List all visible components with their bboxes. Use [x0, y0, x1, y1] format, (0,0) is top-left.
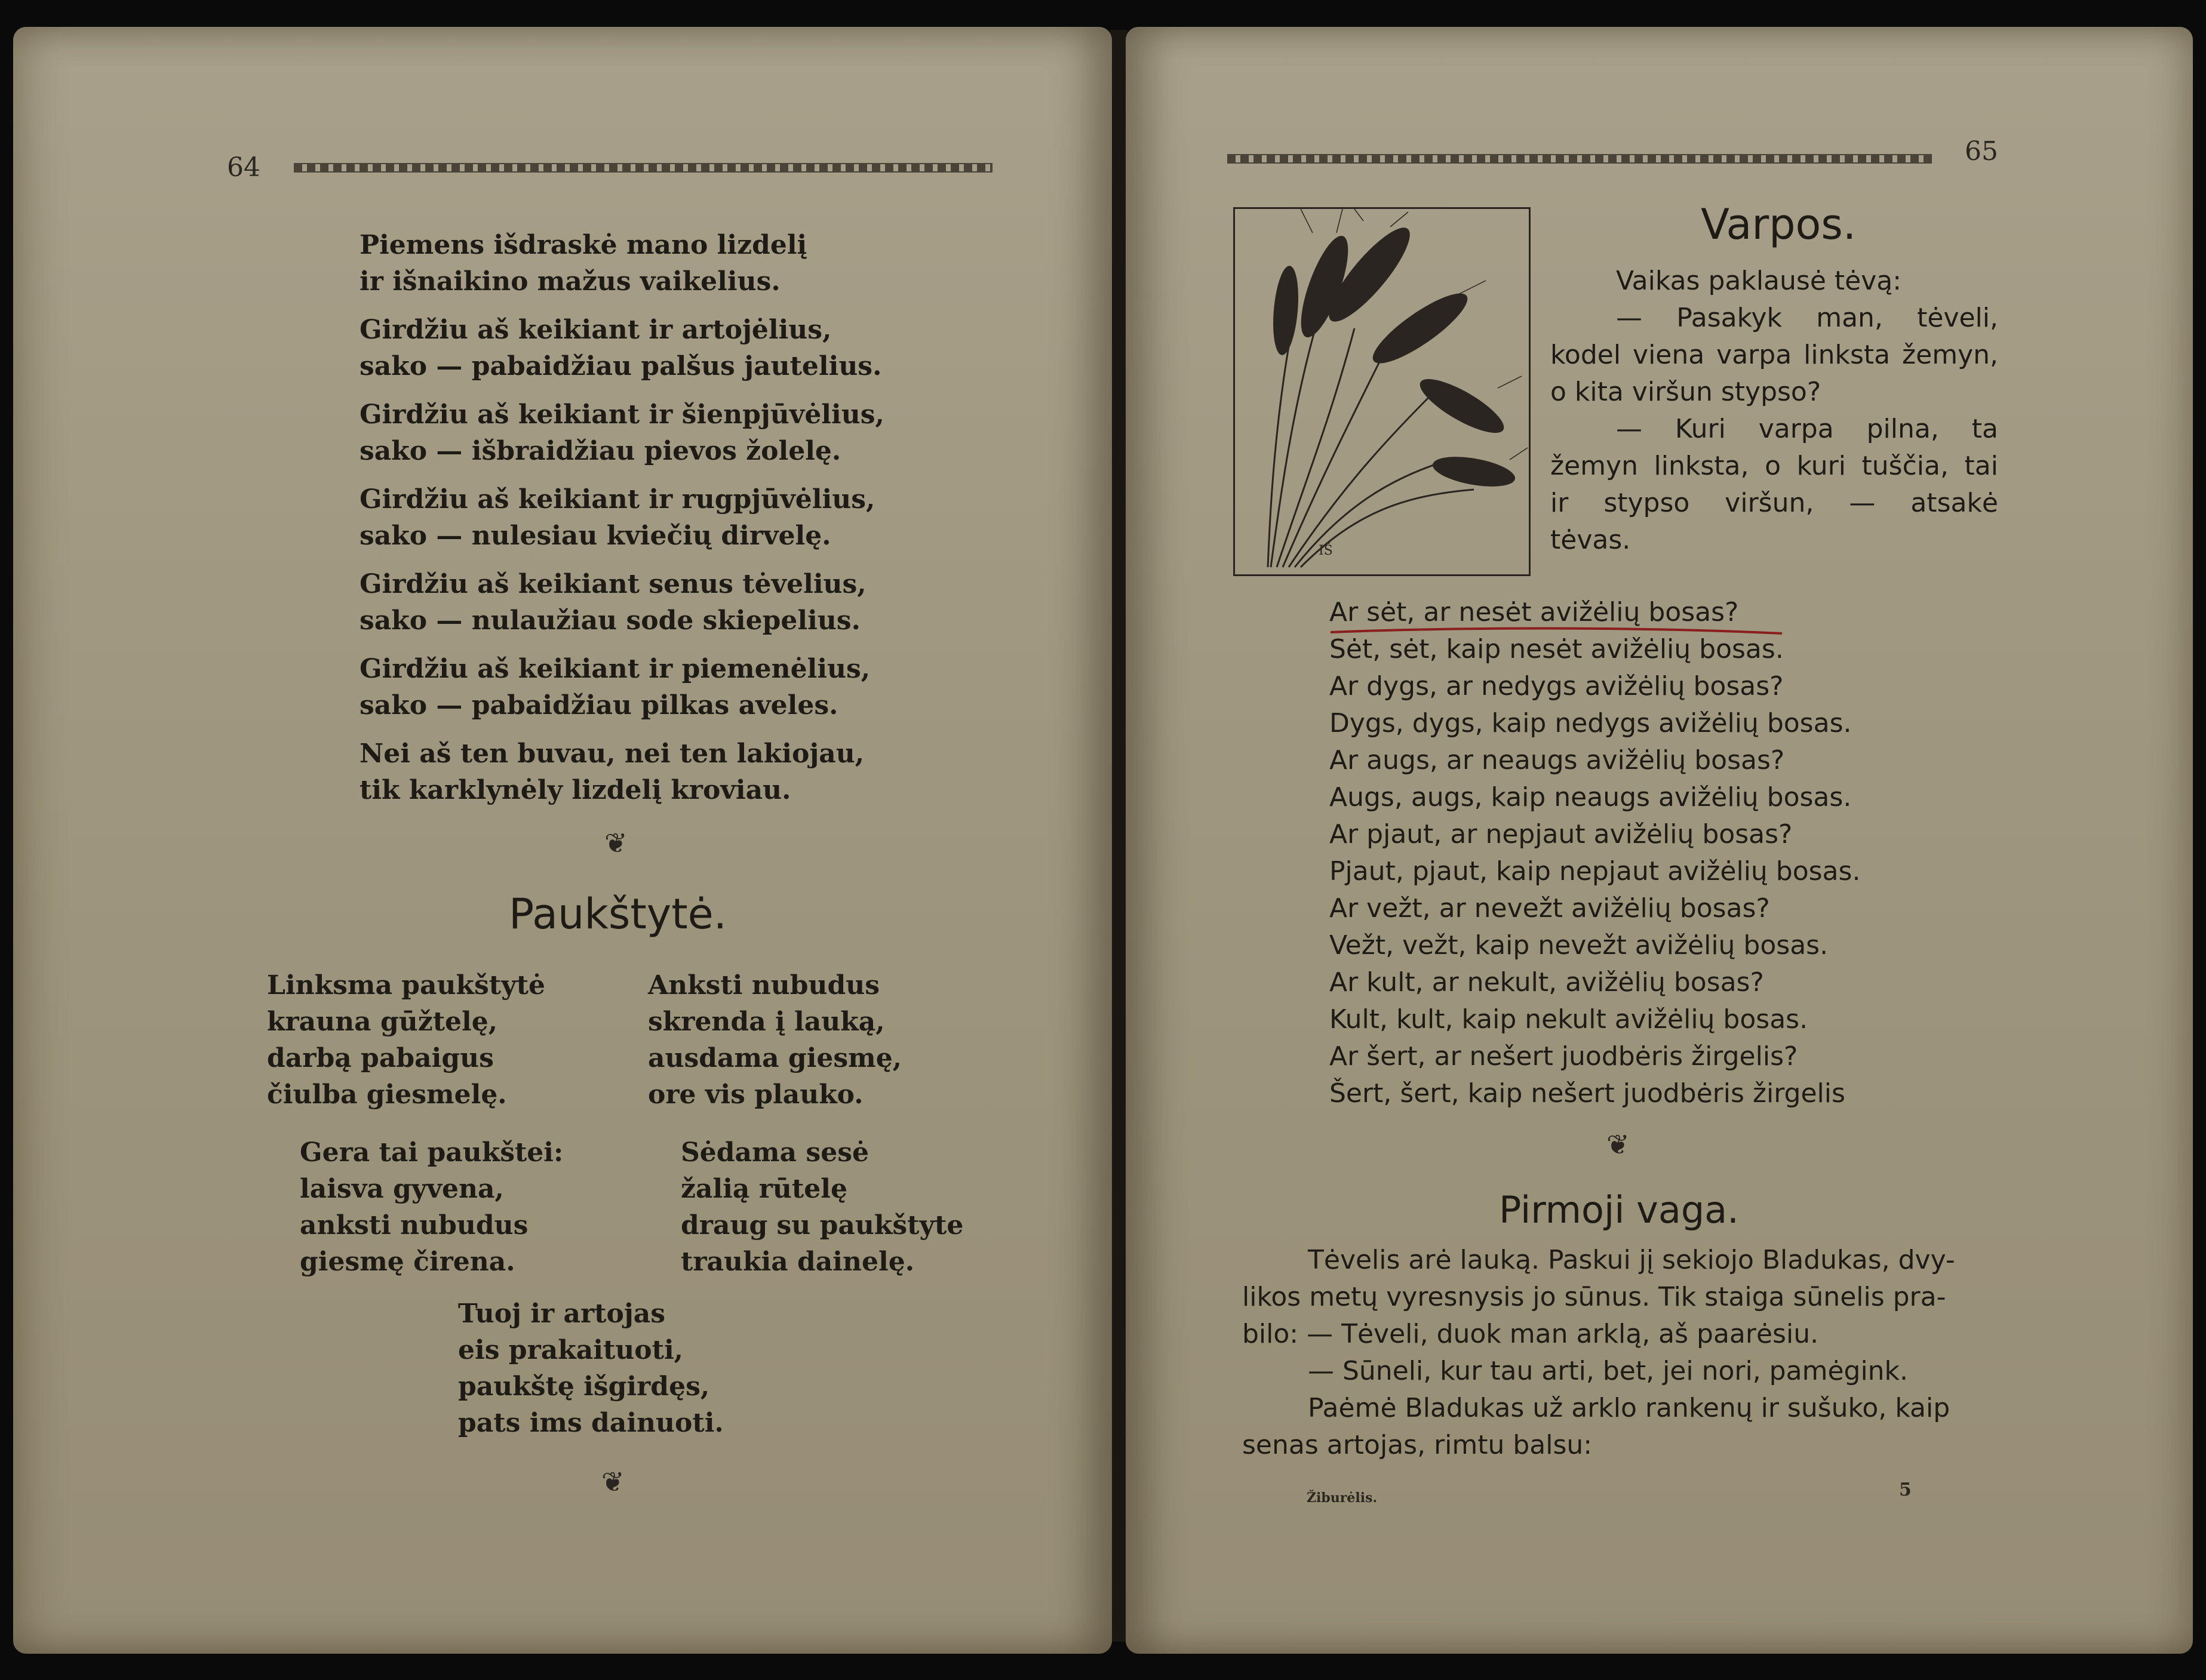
- poem-stanza-5: [458, 1296, 724, 1441]
- poem-stanza: [360, 481, 884, 554]
- page-number-left: 64: [227, 152, 260, 183]
- prose-line: — Pasakyk man, tėveli,: [1616, 303, 1998, 333]
- poem-line: giesmę čirena.: [300, 1247, 515, 1277]
- poem-line: Linksma paukštytė: [267, 970, 546, 1001]
- header-ornament-right: [1227, 154, 1932, 164]
- song-line: Ar kult, ar nekult, avižėlių bosas?: [1329, 967, 1764, 998]
- poem-line: Girdžiu aš keikiant ir šienpjūvėlius,: [360, 399, 884, 430]
- poem-stanza: [360, 396, 884, 469]
- song-line: Sėt, sėt, kaip nesėt avižėlių bosas.: [1329, 634, 1784, 664]
- poem-line: Girdžiu aš keikiant ir rugpjūvėlius,: [360, 484, 875, 515]
- poem-stanza-4: [681, 1134, 963, 1280]
- title-pirmoji-vaga: Pirmoji vaga.: [1499, 1188, 1739, 1232]
- poem-line: paukštę išgirdęs,: [458, 1371, 710, 1402]
- poem-line: Girdžiu aš keikiant senus tėvelius,: [360, 569, 867, 599]
- story-line: senas artojas, rimtu balsu:: [1242, 1430, 1593, 1460]
- poem-stanza: [360, 566, 884, 639]
- song-line: Ar vežt, ar nevežt avižėlių bosas?: [1329, 893, 1770, 924]
- poem-line: draug su paukštyte: [681, 1210, 964, 1241]
- poem-line: Sėdama sesė: [681, 1137, 869, 1168]
- poem-line: tik karklynėly lizdelį kroviau.: [360, 775, 791, 805]
- song-line: Ar sėt, ar nesėt avižėlių bosas?: [1329, 597, 1739, 627]
- avizeliu-song: [1329, 594, 1860, 1112]
- story-line: bilo: — Tėveli, duok man arklą, aš paarėsiu.: [1242, 1319, 1819, 1349]
- poem-line: Gera tai paukštei:: [300, 1137, 564, 1168]
- poem-line: žalią rūtelę: [681, 1174, 847, 1204]
- poem-line: sako — nulesiau kviečių dirvelę.: [360, 521, 831, 551]
- poem-stanza-1: [267, 967, 545, 1113]
- poem-stanza: [360, 227, 884, 300]
- story-line: — Sūneli, kur tau arti, bet, jei nori, pamėgink.: [1308, 1356, 1909, 1386]
- left-page: [13, 27, 1112, 1654]
- poem-title-paukstyte: Paukštytė.: [509, 890, 727, 939]
- poem-line: čiulba giesmelę.: [267, 1079, 507, 1110]
- poem-line: sako — nulaužiau sode skiepelius.: [360, 605, 861, 636]
- poem-line: sako — pabaidžiau palšus jautelius.: [360, 351, 882, 381]
- fleuron-ornament-end: ❦: [601, 1466, 625, 1498]
- prose-line: — Kuri varpa pilna, ta: [1616, 414, 1998, 444]
- poem-continuation: [360, 227, 884, 808]
- poem-line: Girdžiu aš keikiant ir artojėlius,: [360, 315, 832, 345]
- prose-line: o kita viršun stypso?: [1550, 377, 1821, 407]
- poem-stanza-2: [648, 967, 902, 1113]
- pirmoji-vaga-story: [1242, 1242, 1955, 1464]
- song-line: Vežt, vežt, kaip nevežt avižėlių bosas.: [1329, 930, 1829, 961]
- story-line: likos metų vyresnysis jo sūnus. Tik staiga sūnelis pra-: [1242, 1282, 1946, 1312]
- poem-line: Anksti nubudus: [648, 970, 880, 1001]
- poem-line: ausdama giesmę,: [648, 1043, 902, 1073]
- song-line: Ar šert, ar nešert juodbėris žirgelis?: [1329, 1041, 1798, 1072]
- song-line: Šert, šert, kaip nešert juodbėris žirgelis: [1329, 1078, 1845, 1109]
- poem-stanza-3: [300, 1134, 563, 1280]
- song-line: Kult, kult, kaip nekult avižėlių bosas.: [1329, 1004, 1808, 1035]
- song-line: Pjaut, pjaut, kaip nepjaut avižėlių bosas.: [1329, 856, 1861, 887]
- prose-line: ir stypso viršun, — atsakė: [1550, 488, 1998, 518]
- prose-line: tėvas.: [1550, 525, 1631, 555]
- story-line: Tėvelis arė lauką. Paskui jį sekiojo Bladukas, dvy-: [1308, 1245, 1955, 1275]
- varpos-prose: [1550, 263, 1998, 559]
- poem-line: skrenda į lauką,: [648, 1007, 885, 1037]
- poem-stanza: [360, 736, 884, 808]
- footer-publication: Žiburėlis.: [1307, 1490, 1378, 1506]
- footer-signature-number: 5: [1899, 1479, 1912, 1500]
- song-line: Dygs, dygs, kaip nedygs avižėlių bosas.: [1329, 708, 1852, 739]
- poem-line: traukia dainelę.: [681, 1247, 915, 1277]
- header-ornament-left: [294, 163, 993, 173]
- fleuron-ornament: ❦: [604, 827, 628, 859]
- poem-line: Nei aš ten buvau, nei ten lakiojau,: [360, 739, 865, 769]
- page-number-right: 65: [1965, 136, 1998, 167]
- poem-line: sako — pabaidžiau pilkas aveles.: [360, 690, 838, 721]
- poem-stanza: [360, 312, 884, 384]
- song-line: Augs, augs, kaip neaugs avižėlių bosas.: [1329, 782, 1852, 813]
- song-line: Ar dygs, ar nedygs avižėlių bosas?: [1329, 671, 1784, 701]
- poem-stanza: [360, 651, 884, 724]
- wheat-sheaf-icon: [1235, 209, 1529, 574]
- prose-line: Vaikas paklausė tėvą:: [1616, 266, 1902, 296]
- poem-line: Girdžiu aš keikiant ir piemenėlius,: [360, 654, 871, 684]
- poem-line: sako — išbraidžiau pievos žolelę.: [360, 436, 841, 466]
- poem-line: Tuoj ir artojas: [458, 1299, 666, 1329]
- illustration-signature: IŠ: [1319, 543, 1333, 558]
- fleuron-ornament-right: ❦: [1606, 1128, 1630, 1161]
- poem-line: anksti nubudus: [300, 1210, 529, 1241]
- song-line: Ar pjaut, ar nepjaut avižėlių bosas?: [1329, 819, 1793, 850]
- prose-line: žemyn linksta, o kuri tuščia, tai: [1550, 451, 1998, 481]
- title-varpos: Varpos.: [1701, 200, 1857, 249]
- wheat-illustration: [1233, 207, 1531, 576]
- song-line: Ar augs, ar neaugs avižėlių bosas?: [1329, 745, 1785, 776]
- story-line: Paėmė Bladukas už arklo rankenų ir sušuko, kaip: [1308, 1393, 1950, 1423]
- poem-line: Piemens išdraskė mano lizdelį: [360, 230, 807, 260]
- poem-line: laisva gyvena,: [300, 1174, 504, 1204]
- book-spine: [1110, 30, 1127, 1642]
- poem-line: darbą pabaigus: [267, 1043, 494, 1073]
- poem-line: ore vis plauko.: [648, 1079, 864, 1110]
- poem-line: krauna gūžtelę,: [267, 1007, 498, 1037]
- poem-line: pats ims dainuoti.: [458, 1408, 724, 1438]
- poem-line: ir išnaikino mažus vaikelius.: [360, 266, 781, 297]
- poem-line: eis prakaituoti,: [458, 1335, 683, 1365]
- prose-line: kodel viena varpa linksta žemyn,: [1550, 340, 1998, 370]
